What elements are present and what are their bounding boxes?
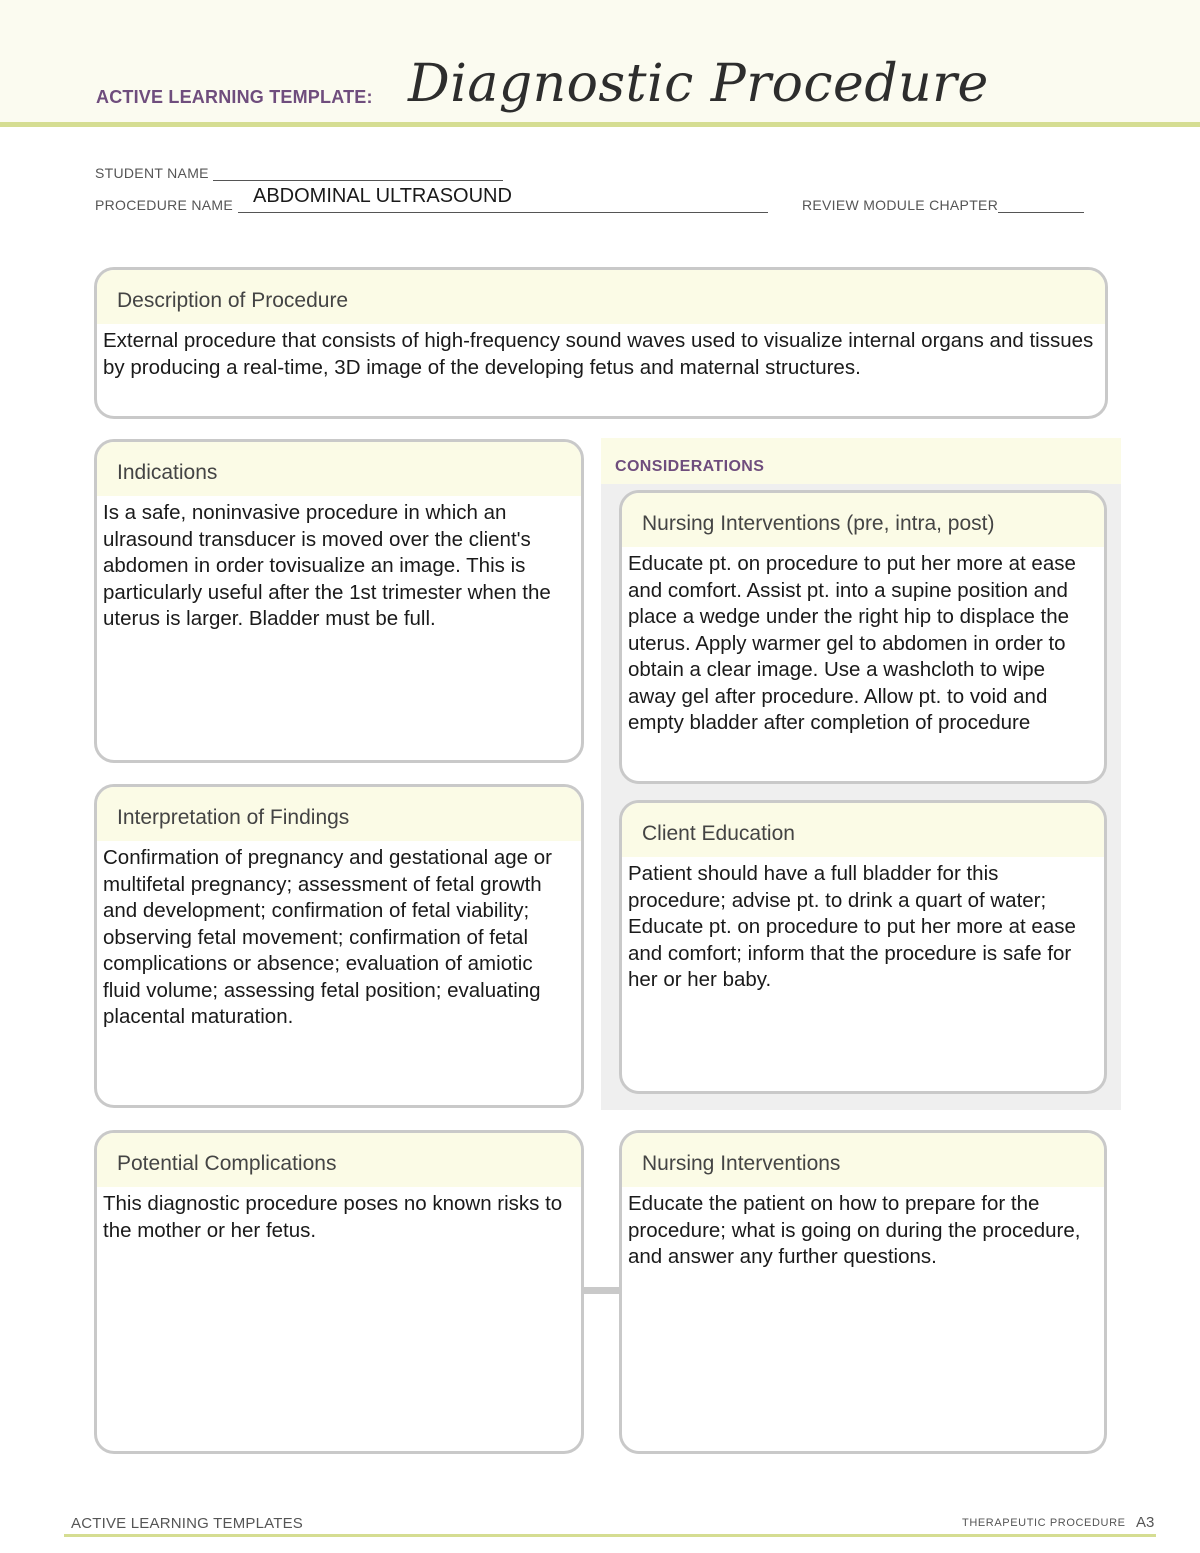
procedure-name-label: PROCEDURE NAME xyxy=(95,197,233,213)
nursing-interventions-box xyxy=(619,1130,1107,1454)
client-education-box xyxy=(619,800,1107,1094)
description-box xyxy=(94,267,1108,419)
template-label: ACTIVE LEARNING TEMPLATE: xyxy=(96,87,373,107)
box-connector xyxy=(584,1287,620,1294)
interpretation-title: Interpretation of Findings xyxy=(97,787,581,841)
footer-rule xyxy=(64,1534,1156,1537)
description-title: Description of Procedure xyxy=(97,270,1105,324)
review-module-field xyxy=(802,197,1084,213)
complications-title: Potential Complications xyxy=(97,1133,581,1187)
review-module-line[interactable] xyxy=(998,199,1084,213)
indications-box xyxy=(94,439,584,763)
nursing-interventions-title: Nursing Interventions xyxy=(622,1133,1104,1187)
indications-title: Indications xyxy=(97,442,581,496)
client-education-title: Client Education xyxy=(622,803,1104,857)
complications-text[interactable]: This diagnostic procedure poses no known risks to the mother or her fetus. xyxy=(103,1192,563,1242)
complications-box xyxy=(94,1130,584,1454)
interpretation-text[interactable]: Confirmation of pregnancy and gestational age or multifetal pregnancy; assessment of fetal growth and development; confirmation of fetal viability; observing fetal movement; confirmation of fetal complications or absence; evaluation of amiotic fluid volume; assessing fetal position; evaluating placental maturation. xyxy=(103,846,553,1028)
indications-text[interactable]: Is a safe, noninvasive procedure in which an ulrasound transducer is moved over the client's abdomen in order tovisualize an image. This is particularly useful after the 1st trimester when the uterus is larger. Bladder must be full. xyxy=(103,501,551,630)
page-title: Diagnostic Procedure xyxy=(408,54,989,114)
nursing-interventions-pre-title: Nursing Interventions (pre, intra, post) xyxy=(622,493,1104,547)
footer-page-number: A3 xyxy=(1136,1514,1155,1531)
nursing-interventions-pre-box xyxy=(619,490,1107,784)
student-name-label: STUDENT NAME xyxy=(95,165,209,181)
nursing-interventions-text[interactable]: Educate the patient on how to prepare for the procedure; what is going on during the procedure, and answer any further questions. xyxy=(628,1192,1081,1268)
description-text[interactable]: External procedure that consists of high-frequency sound waves used to visualize internal organs and tissues by producing a real-time, 3D image of the developing fetus and maternal structures. xyxy=(103,329,1094,379)
footer-right: THERAPEUTIC PROCEDURE xyxy=(962,1517,1126,1529)
student-name-line[interactable] xyxy=(213,167,503,181)
interpretation-box xyxy=(94,784,584,1108)
client-education-text[interactable]: Patient should have a full bladder for this procedure; advise pt. to drink a quart of water; Educate pt. on procedure to put her more at ease and comfort; inform that the procedure is safe for her or her baby. xyxy=(628,862,1076,991)
student-name-field xyxy=(95,165,503,181)
header-rule xyxy=(0,122,1200,127)
considerations-label: CONSIDERATIONS xyxy=(615,458,765,475)
footer-left: ACTIVE LEARNING TEMPLATES xyxy=(71,1515,303,1532)
procedure-name-value[interactable]: ABDOMINAL ULTRASOUND xyxy=(253,185,512,207)
nursing-interventions-pre-text[interactable]: Educate pt. on procedure to put her more at ease and comfort. Assist pt. into a supine position and place a wedge under the right hip to displace the uterus. Apply warmer gel to abdomen in order to obtain a clear image. Use a washcloth to wipe away gel after procedure. Allow pt. to void and empty bladder after completion of procedure xyxy=(628,552,1076,734)
review-module-label: REVIEW MODULE CHAPTER xyxy=(802,197,999,213)
